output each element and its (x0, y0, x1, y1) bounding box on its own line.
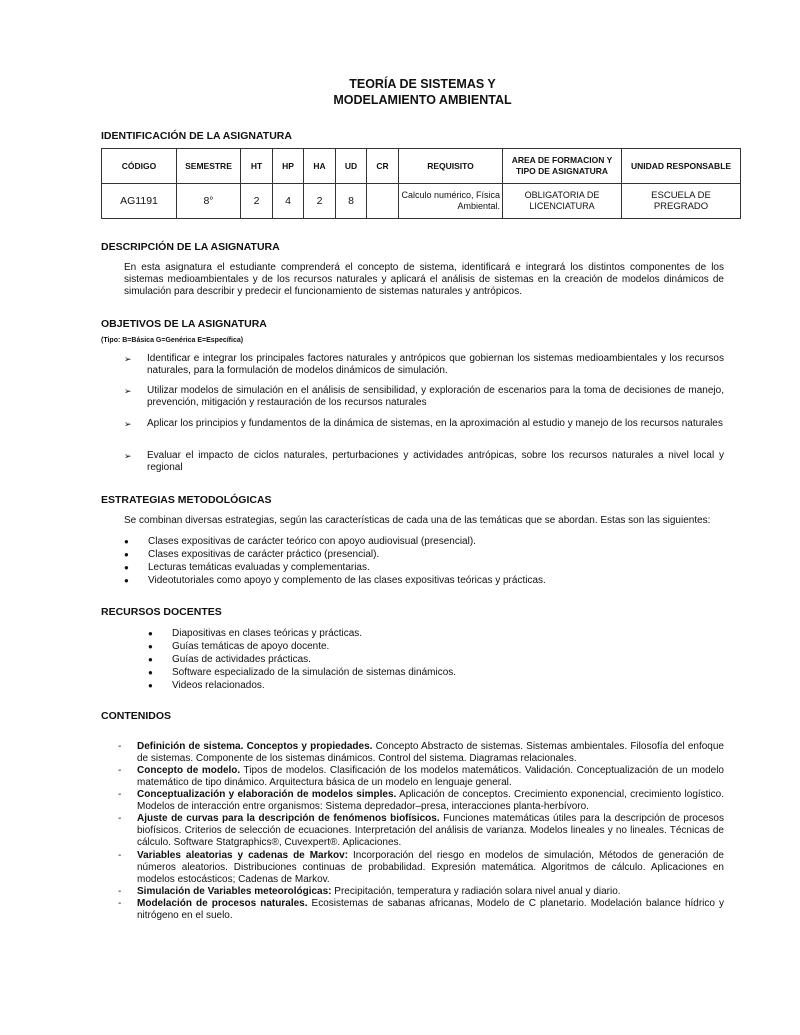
list-item (148, 640, 329, 653)
recurso-text: Software especializado de la simulación de sistemas dinámicos. (172, 667, 457, 678)
cell-codigo: AG1191 (102, 184, 177, 219)
header-cr: CR (367, 149, 399, 184)
content-item (118, 886, 724, 898)
objective-item (124, 385, 724, 409)
bullet-icon: ● (148, 629, 153, 638)
dash-bullet: - (118, 886, 122, 897)
list-item (148, 666, 456, 679)
dash-bullet: - (118, 765, 122, 776)
content-item (118, 850, 724, 886)
header-ud: UD (336, 149, 367, 184)
content-title: Modelación de procesos naturales. (137, 898, 308, 909)
estrategia-text: Clases expositivas de carácter teórico con apoyo audiovisual (presencial). (148, 536, 476, 547)
bullet-icon: ● (124, 576, 129, 585)
table-row (102, 184, 741, 219)
identificacion-heading: IDENTIFICACIÓN DE LA ASIGNATURA (101, 130, 292, 142)
dash-bullet: - (118, 850, 122, 861)
objective-text: Utilizar modelos de simulación en el análisis de sensibilidad, y exploración de escenarios para la toma de decisiones de manejo, prevención, mitigación y restauración de los recursos naturales (147, 385, 724, 408)
list-item (148, 679, 265, 692)
estrategia-text: Clases expositivas de carácter práctico (presencial). (148, 549, 380, 560)
arrow-bullet-icon: ➢ (124, 354, 132, 364)
bullet-icon: ● (148, 668, 153, 677)
header-area-formacion: AREA DE FORMACION Y TIPO DE ASIGNATURA (503, 149, 622, 184)
content-description: Ecosistemas de sabanas africanas, Modelo de C planetario. Modelación balance hídrico y nitrógeno en el suelo. (137, 898, 725, 921)
arrow-bullet-icon: ➢ (124, 451, 132, 461)
content-description: Precipitación, temperatura y radiación solara nivel anual y diario. (331, 886, 621, 897)
objective-item (124, 353, 724, 377)
list-item (124, 574, 546, 587)
estrategias-intro: Se combinan diversas estrategias, según las características de cada una de las temáticas que se abordan. Estas son las siguientes: (124, 515, 711, 526)
title-line-2: MODELAMIENTO AMBIENTAL (333, 93, 512, 107)
recurso-text: Diapositivas en clases teóricas y prácticas. (172, 628, 363, 639)
recurso-text: Videos relacionados. (172, 680, 265, 691)
list-item (148, 627, 362, 640)
content-description: Tipos de modelos. Clasificación de los modelos matemáticos. Validación. Conceptualización de un modelo matemático de tipo dinámico. Arquitectura básica de un modelo en lenguaje general. (137, 765, 724, 788)
content-description: Funciones matemáticas útiles para la descripción de procesos biofísicos. Criterios de selección de ecuaciones. Interpretación del análisis de varianza. Modelos lineales y no lineales. Técnicas de cálculo. Software Statgraphics®, Cuvexpert®. Aplicaciones. (137, 813, 724, 848)
bullet-icon: ● (148, 681, 153, 690)
recurso-text: Guías temáticas de apoyo docente. (172, 641, 330, 652)
dash-bullet: - (118, 789, 122, 800)
table-header-row (102, 149, 741, 184)
content-item (118, 813, 724, 849)
estrategias-heading: ESTRATEGIAS METODOLÓGICAS (101, 494, 272, 506)
header-unidad-responsable: UNIDAD RESPONSABLE (622, 149, 741, 184)
content-title: Variables aleatorias y cadenas de Markov: (137, 850, 349, 861)
objective-text: Aplicar los principios y fundamentos de la dinámica de sistemas, en la aproximación al estudio y manejo de los recursos naturales (147, 418, 723, 429)
header-codigo: CÓDIGO (102, 149, 177, 184)
header-ha: HA (304, 149, 336, 184)
content-title: Ajuste de curvas para la descripción de fenómenos biofísicos. (137, 813, 440, 824)
bullet-icon: ● (124, 563, 129, 572)
content-text (137, 789, 724, 813)
arrow-bullet-icon: ➢ (124, 419, 132, 429)
content-text (137, 765, 724, 789)
document-title (0, 76, 800, 108)
arrow-bullet-icon: ➢ (124, 386, 132, 396)
cell-unidad-responsable: ESCUELA DE PREGRADO (622, 184, 741, 219)
header-requisito: REQUISITO (399, 149, 503, 184)
content-text (137, 813, 724, 849)
dash-bullet: - (118, 813, 122, 824)
bullet-icon: ● (148, 642, 153, 651)
header-ht: HT (241, 149, 273, 184)
content-title: Definición de sistema. Conceptos y propiedades. (137, 741, 373, 752)
recursos-heading: RECURSOS DOCENTES (101, 606, 222, 618)
content-text (137, 886, 724, 898)
identification-table (101, 148, 741, 219)
cell-requisito: Calculo numérico, Física Ambiental. (399, 184, 503, 219)
cell-ud: 8 (336, 184, 367, 219)
content-item (118, 789, 724, 813)
objetivos-type-note: (Tipo: B=Básica G=Genérica E=Específica) (101, 337, 244, 344)
content-text (137, 741, 724, 765)
bullet-icon: ● (148, 655, 153, 664)
list-item (148, 653, 311, 666)
list-item (124, 561, 370, 574)
content-item (118, 898, 724, 922)
content-title: Concepto de modelo. (137, 765, 241, 776)
content-title: Conceptualización y elaboración de modelos simples. (137, 789, 397, 800)
estrategia-text: Lecturas temáticas evaluadas y complementarias. (148, 562, 370, 573)
objetivos-heading: OBJETIVOS DE LA ASIGNATURA (101, 318, 267, 330)
objective-text: Identificar e integrar los principales factores naturales y antrópicos que gobiernan los sistemas medioambientales y los recursos naturales, para la formulación de modelos dinámicos de simulación. (147, 353, 724, 376)
cell-ht: 2 (241, 184, 273, 219)
contenidos-heading: CONTENIDOS (101, 710, 172, 722)
cell-area-formacion: OBLIGATORIA DE LICENCIATURA (503, 184, 622, 219)
header-hp: HP (273, 149, 304, 184)
content-text (137, 850, 724, 886)
recurso-text: Guías de actividades prácticas. (172, 654, 311, 665)
bullet-icon: ● (124, 537, 129, 546)
descripcion-text: En esta asignatura el estudiante comprenderá el concepto de sistema, identificará e integrará los distintos componentes de los sistemas medioambientales y de los recursos naturales y aplicará el análisis de sistemas en la creación de modelos dinámicos de simulación para describir y predecir el funcionamiento de sistemas naturales y antrópicos. (124, 262, 724, 297)
content-title: Simulación de Variables meteorológicas: (137, 886, 332, 897)
cell-cr (367, 184, 399, 219)
content-item (118, 765, 724, 789)
objective-item (124, 450, 724, 474)
objective-item (124, 418, 724, 430)
content-description: Aplicación de conceptos. Crecimiento exponencial, crecimiento logístico. Modelos de interacción entre organismos: Sistema depredador–presa, interacciones planta-herbívoro. (137, 789, 725, 812)
objective-text: Evaluar el impacto de ciclos naturales, perturbaciones y actividades antrópicas, sobre los recursos naturales a nivel local y regional (147, 450, 724, 473)
descripcion-heading: DESCRIPCIÓN DE LA ASIGNATURA (101, 241, 280, 253)
estrategia-text: Videotutoriales como apoyo y complemento de las clases expositivas teóricas y prácticas. (148, 575, 546, 586)
list-item (124, 535, 476, 548)
title-line-1: TEORÍA DE SISTEMAS Y (349, 77, 496, 91)
list-item (124, 548, 379, 561)
content-description: Incorporación del riesgo en modelos de simulación, Métodos de generación de números aleatorios. Distribuciones continuas de probabilidad. Expresión matemática. Algoritmos de cálculo. Aplicaciones en modelos estocásticos; Cadenas de Markov. (137, 850, 724, 885)
cell-ha: 2 (304, 184, 336, 219)
bullet-icon: ● (124, 550, 129, 559)
dash-bullet: - (118, 741, 122, 752)
cell-hp: 4 (273, 184, 304, 219)
cell-semestre: 8° (177, 184, 241, 219)
content-description: Concepto Abstracto de sistemas. Sistemas ambientales. Filosofía del enfoque de sistemas. Componente de los sistemas dinámicos. Control del sistema. Diagramas relacionales. (137, 741, 724, 764)
content-text (137, 898, 724, 922)
dash-bullet: - (118, 898, 122, 909)
header-semestre: SEMESTRE (177, 149, 241, 184)
content-item (118, 741, 724, 765)
